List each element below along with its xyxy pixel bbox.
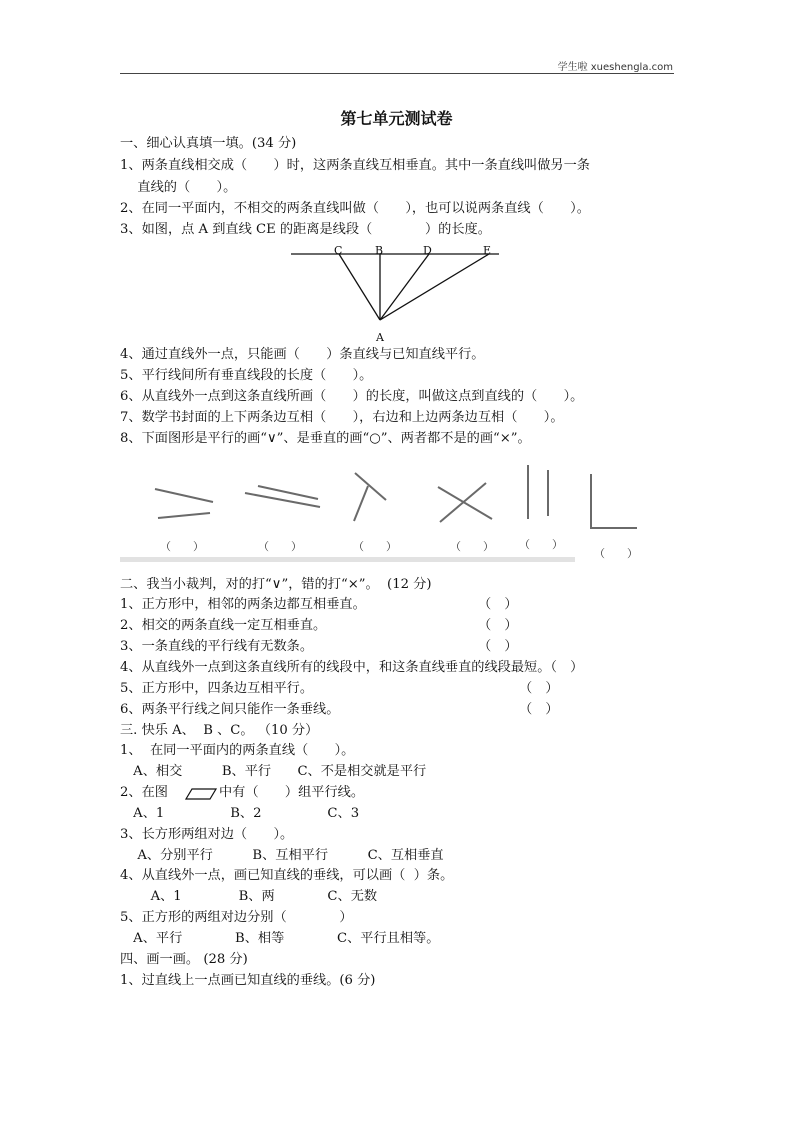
judge-answer-1[interactable]: （ ） — [478, 597, 518, 612]
judge-answer-6[interactable]: （ ） — [519, 702, 559, 717]
judge-item-3: 3、一条直线的平行线有无数条。 — [120, 639, 314, 654]
judge-answer-3[interactable]: （ ） — [478, 639, 518, 654]
section2-heading: 二、我当小裁判，对的打“∨”，错的打“×”。 (12 分) — [120, 577, 432, 592]
choice-question-1: 1、 在同一平面内的两条直线（ ）。 — [120, 743, 355, 758]
header-site-label: 学生啦 xueshengla.com — [557, 62, 673, 73]
header-divider — [120, 73, 674, 74]
question-1-1-line1: 1、两条直线相交成（ ）时，这两条直线互相垂直。其中一条直线叫做另一条 — [120, 158, 590, 173]
page-title: 第七单元测试卷 — [340, 109, 453, 128]
judge-item-2: 2、相交的两条直线一定互相垂直。 — [120, 618, 327, 633]
choice-options-3: A、分别平行 B、互相平行 C、互相垂直 — [120, 848, 444, 863]
choice-question-4: 4、从直线外一点，画已知直线的垂线，可以画（ ）条。 — [120, 868, 454, 883]
point-d-label: D — [423, 244, 432, 257]
question-1-8: 8、下面图形是平行的画“∨”、是垂直的画“○”、两者都不是的画“×”。 — [120, 431, 531, 446]
figure-3-lines — [354, 473, 386, 521]
figure-6-answer[interactable]: （ ） — [594, 547, 638, 560]
distance-diagram — [286, 240, 506, 345]
judge-item-4: 4、从直线外一点到这条直线所有的线段中，和这条直线垂直的线段最短。（ ） — [120, 660, 584, 675]
question-1-2: 2、在同一平面内，不相交的两条直线叫做（ ），也可以说两条直线（ ）。 — [120, 201, 590, 216]
question-1-6: 6、从直线外一点到这条直线所画（ ）的长度，叫做这点到直线的（ ）。 — [120, 389, 584, 404]
point-e-label: E — [483, 244, 492, 257]
point-b-label: B — [375, 244, 384, 257]
judge-item-5: 5、正方形中，四条边互相平行。 — [120, 681, 314, 696]
judge-answer-2[interactable]: （ ） — [478, 618, 518, 633]
figure-2-lines — [245, 486, 320, 507]
section1-heading: 一、细心认真填一填。(34 分) — [120, 136, 297, 151]
question-1-3: 3、如图，点 A 到直线 CE 的距离是线段（ ）的长度。 — [120, 222, 491, 237]
question-1-1-line2: 直线的（ ）。 — [120, 180, 237, 195]
choice-question-3: 3、长方形两组对边（ ）。 — [120, 827, 294, 842]
figure-5-answer[interactable]: （ ） — [519, 538, 563, 551]
choice-question-2-prefix: 2、在图 — [120, 785, 168, 800]
figure-4-lines — [438, 483, 492, 522]
parallelogram-figure — [186, 788, 218, 800]
judge-item-1: 1、正方形中，相邻的两条边都互相垂直。 — [120, 597, 366, 612]
figure-4-answer[interactable]: （ ） — [450, 540, 494, 553]
choice-options-4: A、1 B、两 C、无数 — [120, 889, 378, 904]
figure-1-lines — [155, 489, 213, 518]
figure-6-lines — [591, 474, 637, 528]
section3-heading: 三. 快乐 A、 B 、C。 （10 分） — [120, 723, 319, 738]
point-c-label: C — [334, 244, 343, 257]
draw-question-1: 1、过直线上一点画已知直线的垂线。(6 分) — [120, 973, 376, 988]
figure-5-lines — [528, 465, 548, 519]
question-1-7: 7、数学书封面的上下两条边互相（ ），右边和上边两条边互相（ ）。 — [120, 410, 564, 425]
judge-answer-5[interactable]: （ ） — [519, 681, 559, 696]
question-1-5: 5、平行线间所有垂直线段的长度（ ）。 — [120, 368, 373, 383]
figure-3-answer[interactable]: （ ） — [353, 540, 397, 553]
question-1-4: 4、通过直线外一点，只能画（ ）条直线与已知直线平行。 — [120, 347, 485, 362]
judge-item-6: 6、两条平行线之间只能作一条垂线。 — [120, 702, 340, 717]
figure-2-answer[interactable]: （ ） — [258, 540, 302, 553]
choice-options-1: A、相交 B、平行 C、不是相交就是平行 — [120, 764, 427, 779]
choice-question-2-suffix: 中有（ ）组平行线。 — [219, 785, 365, 800]
segment-ac — [339, 254, 380, 320]
section4-heading: 四、画一画。 (28 分) — [120, 952, 248, 967]
point-a-label: A — [376, 331, 384, 344]
choice-question-5: 5、正方形的两组对边分别（ ） — [120, 910, 353, 925]
figure-1-answer[interactable]: （ ） — [160, 540, 204, 553]
choice-options-5: A、平行 B、相等 C、平行且相等。 — [120, 931, 440, 946]
segment-ad — [380, 254, 429, 320]
choice-options-2: A、1 B、2 C、3 — [120, 806, 360, 821]
strip-shadow — [120, 557, 575, 562]
segment-ae — [380, 254, 489, 320]
